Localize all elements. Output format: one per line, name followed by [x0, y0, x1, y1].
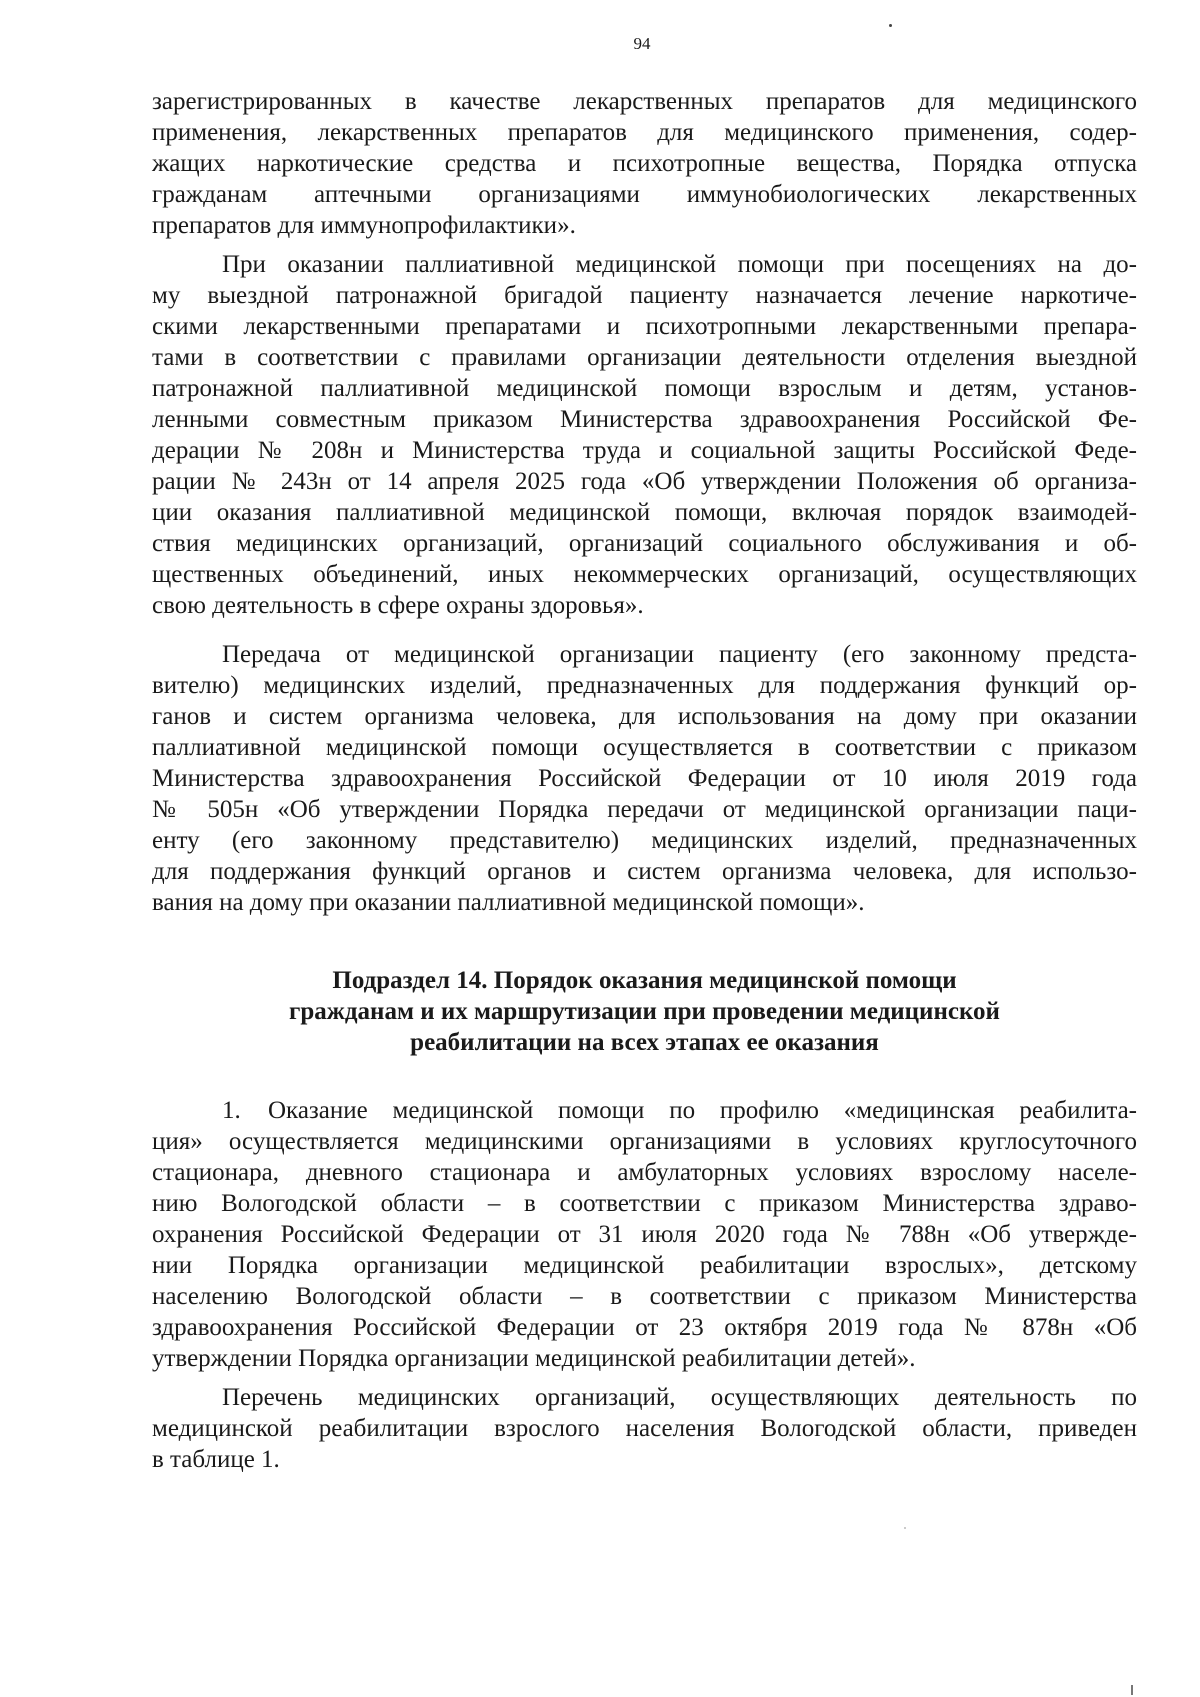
text-line: № 505н «Об утверждении Порядка передачи от медицинской организации паци-	[152, 796, 1137, 823]
scan-speck	[1131, 1685, 1133, 1695]
text-line: ленными совместным приказом Министерства здравоохранения Российской Фе-	[152, 406, 1137, 433]
text-line: здравоохранения Российской Федерации от 23 октября 2019 года № 878н «Об	[152, 1314, 1137, 1341]
text-line: дерации № 208н и Министерства труда и социальной защиты Российской Феде-	[152, 437, 1137, 464]
text-line: ция» осуществляется медицинскими организациями в условиях круглосуточного	[152, 1128, 1137, 1155]
text-line: Передача от медицинской организации пациенту (его законному предста-	[222, 641, 1137, 668]
text-line: ствия медицинских организаций, организаций социального обслуживания и об-	[152, 530, 1137, 557]
text-line: енту (его законному представителю) медицинских изделий, предназначенных	[152, 827, 1137, 854]
text-line: вителю) медицинских изделий, предназначенных для поддержания функций ор-	[152, 672, 1137, 699]
heading-line: гражданам и их маршрутизации при проведении медицинской	[289, 998, 1000, 1025]
text-line: охранения Российской Федерации от 31 июля 2020 года № 788н «Об утвержде-	[152, 1221, 1137, 1248]
text-line: вания на дому при оказании паллиативной медицинской помощи».	[152, 889, 865, 916]
text-line: свою деятельность в сфере охраны здоровья».	[152, 592, 644, 619]
text-line: зарегистрированных в качестве лекарственных препаратов для медицинского	[152, 88, 1137, 115]
text-line: скими лекарственными препаратами и психотропными лекарственными препара-	[152, 313, 1137, 340]
item-number: 1.	[222, 1097, 241, 1124]
text-line: рации № 243н от 14 апреля 2025 года «Об утверждении Положения об организа-	[152, 468, 1137, 495]
heading-line: реабилитации на всех этапах ее оказания	[410, 1029, 879, 1056]
text-line: медицинской реабилитации взрослого населения Вологодской области, приведен	[152, 1415, 1137, 1442]
page-number: 94	[633, 34, 651, 53]
text-line: населению Вологодской области – в соответствии с приказом Министерства	[152, 1283, 1137, 1310]
text-line: в таблице 1.	[152, 1446, 280, 1473]
text-line: При оказании паллиативной медицинской помощи при посещениях на до-	[222, 251, 1137, 278]
text-line: ганов и систем организма человека, для использования на дому при оказании	[152, 703, 1137, 730]
text-line: Перечень медицинских организаций, осуществляющих деятельность по	[222, 1384, 1137, 1411]
text-line	[222, 1095, 1137, 1126]
heading-line: Подраздел 14. Порядок оказания медицинской помощи	[332, 967, 957, 994]
text-line: ции оказания паллиативной медицинской помощи, включая порядок взаимодей-	[152, 499, 1137, 526]
text-line: Министерства здравоохранения Российской Федерации от 10 июля 2019 года	[152, 765, 1137, 792]
scan-speck	[904, 1527, 906, 1529]
text-line: тами в соответствии с правилами организации деятельности отделения выездной	[152, 344, 1137, 371]
text-line: препаратов для иммунопрофилактики».	[152, 212, 576, 239]
text-line: му выездной патронажной бригадой пациенту назначается лечение наркотиче-	[152, 282, 1137, 309]
text-line: применения, лекарственных препаратов для медицинского применения, содер-	[152, 119, 1137, 146]
text-line: щественных объединений, иных некоммерческих организаций, осуществляющих	[152, 561, 1137, 588]
text-line: нию Вологодской области – в соответствии с приказом Министерства здраво-	[152, 1190, 1137, 1217]
text-line: паллиативной медицинской помощи осуществляется в соответствии с приказом	[152, 734, 1137, 761]
text-line: патронажной паллиативной медицинской помощи взрослым и детям, установ-	[152, 375, 1137, 402]
text-line: утверждении Порядка организации медицинской реабилитации детей».	[152, 1345, 916, 1372]
text-line: для поддержания функций органов и систем организма человека, для использо-	[152, 858, 1137, 885]
text-line: нии Порядка организации медицинской реабилитации взрослых», детскому	[152, 1252, 1137, 1279]
item-text: Оказание медицинской помощи по профилю «медицинская реабилита-	[268, 1097, 1137, 1124]
text-line: стационара, дневного стационара и амбулаторных условиях взрослому населе-	[152, 1159, 1137, 1186]
text-line: гражданам аптечными организациями иммунобиологических лекарственных	[152, 181, 1137, 208]
scan-speck	[889, 24, 892, 27]
text-line: жащих наркотические средства и психотропные вещества, Порядка отпуска	[152, 150, 1137, 177]
